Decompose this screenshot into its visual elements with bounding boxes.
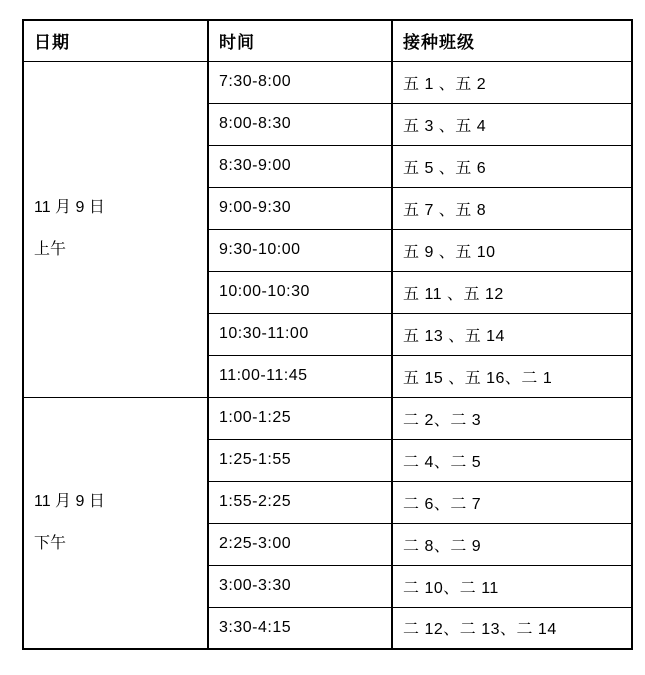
time-cell: 8:30-9:00 xyxy=(208,145,392,187)
date-cell-morning xyxy=(23,61,208,397)
classes-cell: 二 4、二 5 xyxy=(392,439,632,481)
date-cell-afternoon xyxy=(23,397,208,649)
classes-cell: 五 3 、五 4 xyxy=(392,103,632,145)
time-cell: 10:00-10:30 xyxy=(208,271,392,313)
classes-cell: 二 10、二 11 xyxy=(392,565,632,607)
time-cell: 1:00-1:25 xyxy=(208,397,392,439)
classes-cell: 五 7 、五 8 xyxy=(392,187,632,229)
time-cell: 11:00-11:45 xyxy=(208,355,392,397)
classes-cell: 五 5 、五 6 xyxy=(392,145,632,187)
time-cell: 8:00-8:30 xyxy=(208,103,392,145)
header-row xyxy=(23,20,632,61)
time-cell: 3:00-3:30 xyxy=(208,565,392,607)
time-cell: 1:25-1:55 xyxy=(208,439,392,481)
classes-cell: 五 15 、五 16、二 1 xyxy=(392,355,632,397)
classes-cell: 二 6、二 7 xyxy=(392,481,632,523)
classes-cell: 二 12、二 13、二 14 xyxy=(392,607,632,649)
header-date: 日期 xyxy=(23,20,208,61)
classes-cell: 五 11 、五 12 xyxy=(392,271,632,313)
period-text: 下午 xyxy=(34,534,67,552)
time-cell: 7:30-8:00 xyxy=(208,61,392,103)
vaccination-schedule-table xyxy=(22,19,633,650)
date-text: 11 月 9 日 xyxy=(34,199,105,216)
time-cell: 1:55-2:25 xyxy=(208,481,392,523)
header-time: 时间 xyxy=(208,20,392,61)
time-cell: 2:25-3:00 xyxy=(208,523,392,565)
table-row xyxy=(23,61,632,103)
classes-cell: 二 8、二 9 xyxy=(392,523,632,565)
classes-cell: 五 13 、五 14 xyxy=(392,313,632,355)
time-cell: 9:30-10:00 xyxy=(208,229,392,271)
header-classes: 接种班级 xyxy=(392,20,632,61)
period-text: 上午 xyxy=(34,241,67,258)
time-cell: 10:30-11:00 xyxy=(208,313,392,355)
classes-cell: 二 2、二 3 xyxy=(392,397,632,439)
date-text: 11 月 9 日 xyxy=(34,492,105,510)
time-cell: 3:30-4:15 xyxy=(208,607,392,649)
classes-cell: 五 1 、五 2 xyxy=(392,61,632,103)
time-cell: 9:00-9:30 xyxy=(208,187,392,229)
classes-cell: 五 9 、五 10 xyxy=(392,229,632,271)
table-row xyxy=(23,397,632,439)
